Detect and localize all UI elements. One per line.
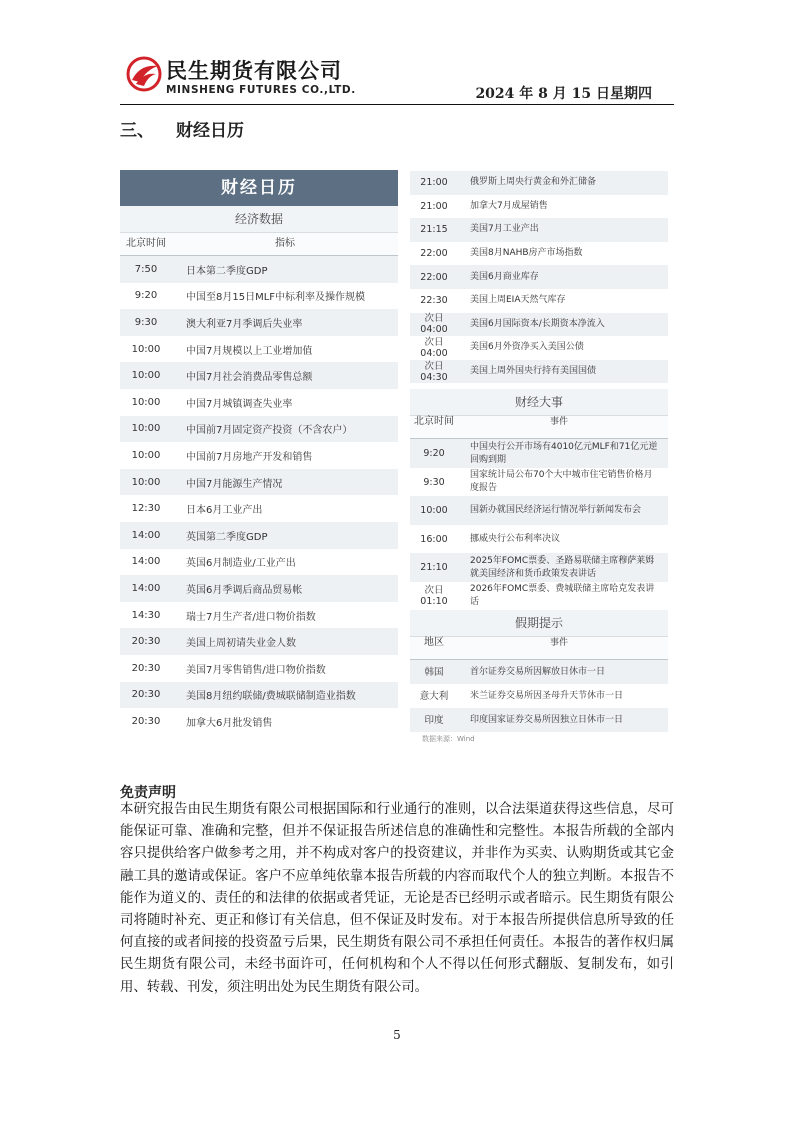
- row-item: 美国上周初请失业金人数: [186, 638, 296, 650]
- row-time: 12:30: [131, 503, 161, 515]
- row-time: 20:30: [131, 689, 161, 701]
- row-time: 16:00: [420, 533, 448, 545]
- row-time: 20:30: [131, 636, 161, 648]
- row-time: 22:00: [420, 271, 448, 283]
- row-time: 21:15: [420, 224, 448, 236]
- table-row: [120, 309, 398, 336]
- row-time: 10:00: [420, 505, 448, 517]
- row-item: 澳大利亚7月季调后失业率: [186, 318, 303, 330]
- table-row: [120, 256, 398, 283]
- row-time: 10:00: [131, 449, 161, 461]
- row-item: 国家统计局公布70个大中城市住宅销售价格月度报告: [470, 470, 653, 494]
- table-row: [410, 336, 668, 360]
- table-row: [120, 336, 398, 363]
- row-item: 瑞士7月生产者/进口物价指数: [186, 611, 316, 623]
- disclaimer-body: 本研究报告由民生期货有限公司根据国际和行业通行的准则，以合法渠道获得这些信息，尽可能保证可靠、准确和完整，但并不保证报告所述信息的准确性和完整性。本报告所载的全部内容只提供给客户做参考之用，并不构成对客户的投资建议，并非作为买卖、认购期货或其它金融工具的邀请或保证。客户不应单纯依靠本报告所载的内容而取代个人的独立判断。本报告不能作为道义的、责任的和法律的依据或者凭证，无论是否已经明示或者暗示。民生期货有限公司将随时补充、更正和修订有关信息，但不保证及时发布。对于本报告所提供信息所导致的任何直接的或者间接的投资盈亏后果，民生期货有限公司不承担任何责任。本报告的著作权归属民生期货有限公司，未经书面许可，任何机构和个人不得以任何形式翻版、复制发布，如引用、转载、刊发，须注明出处为民生期货有限公司。: [120, 802, 674, 995]
- row-item: 2026年FOMC票委、费城联储主席哈克发表讲话: [470, 584, 655, 608]
- row-time: 10:00: [131, 343, 161, 355]
- table-row: [410, 553, 668, 582]
- holidays-title: 假期提示: [410, 610, 668, 636]
- holidays-rows: [410, 660, 668, 732]
- table-row: [120, 708, 398, 735]
- calendar-right-panel: [410, 171, 668, 744]
- row-time: 14:30: [131, 609, 161, 621]
- row-item: 中国7月社会消费品零售总额: [186, 372, 313, 384]
- table-row: [410, 496, 668, 525]
- table-row: [410, 195, 668, 219]
- table-row: [410, 265, 668, 289]
- row-time: 9:20: [134, 290, 158, 302]
- disclaimer-title: 免责声明: [120, 785, 176, 801]
- minsheng-logo-icon: [126, 56, 162, 92]
- row-item: 美国7月零售销售/进口物价指数: [186, 664, 326, 676]
- row-time: 20:30: [131, 662, 161, 674]
- row-item: 美国6月国际资本/长期资本净流入: [470, 318, 605, 329]
- table-row: [410, 171, 668, 195]
- table-row: [120, 416, 398, 443]
- row-item: 米兰证券交易所因圣母升天节休市一日: [470, 690, 624, 701]
- row-item: 中国前7月固定资产投资（不含农户）: [186, 425, 353, 437]
- row-time: 次日 04:30: [420, 360, 448, 383]
- row-item: 中国前7月房地产开发和销售: [186, 451, 313, 463]
- row-item: 美国7月工业产出: [470, 224, 539, 235]
- row-item: 首尔证券交易所因解放日休市一日: [470, 666, 606, 677]
- events-table-header: [410, 415, 668, 439]
- row-item: 国新办就国民经济运行情况举行新闻发布会: [470, 505, 642, 516]
- header-region: 地区: [424, 637, 444, 649]
- economic-data-title: 经济数据: [120, 206, 398, 232]
- row-time: 22:00: [420, 248, 448, 260]
- table-row: [120, 389, 398, 416]
- holidays-table-header: [410, 636, 668, 660]
- row-item: 中国7月能源生产情况: [186, 478, 283, 490]
- page-header: [120, 52, 674, 105]
- row-time: 21:00: [420, 200, 448, 212]
- row-item: 美国6月外资净买入美国公债: [470, 342, 584, 353]
- row-time: 7:50: [134, 263, 158, 275]
- row-time: 22:30: [420, 295, 448, 307]
- table-row: [410, 218, 668, 242]
- row-item: 2025年FOMC票委、圣路易联储主席穆萨莱姆就美国经济和货币政策发表讲话: [470, 555, 655, 579]
- row-item: 中国至8月15日MLF中标利率及操作规模: [186, 292, 366, 304]
- table-row: [120, 682, 398, 709]
- row-time: 次日 04:00: [420, 336, 448, 359]
- row-item: 英国第二季度GDP: [186, 531, 268, 543]
- header-time: 北京时间: [414, 416, 454, 428]
- row-item: 中国7月规模以上工业增加值: [186, 345, 313, 357]
- row-time: 14:00: [131, 556, 161, 568]
- row-time: 10:00: [131, 396, 161, 408]
- row-time: 10:00: [131, 370, 161, 382]
- row-item: 挪威央行公布利率决议: [470, 533, 561, 544]
- economic-rows-right: [410, 171, 668, 383]
- table-row: [410, 242, 668, 266]
- table-row: [410, 313, 668, 337]
- row-region: 意大利: [419, 690, 449, 702]
- row-time: 14:00: [131, 582, 161, 594]
- header-event: 事件: [549, 638, 568, 649]
- table-row: [120, 362, 398, 389]
- header-time: 北京时间: [126, 238, 166, 249]
- row-time: 10:00: [131, 476, 161, 488]
- table-row: [410, 582, 668, 611]
- row-item: 加拿大6月批发销售: [186, 717, 273, 729]
- row-item: 日本6月工业产出: [186, 505, 263, 517]
- row-item: 英国6月季调后商品贸易帐: [186, 584, 303, 596]
- table-row: [120, 522, 398, 549]
- header-event: 事件: [549, 417, 568, 428]
- events-title: 财经大事: [410, 389, 668, 415]
- section-heading: [120, 116, 244, 141]
- report-date: 2024 年 8 月 15 日星期四: [475, 86, 652, 102]
- calendar-left-panel: [120, 170, 398, 735]
- table-row: [120, 549, 398, 576]
- table-row: [120, 655, 398, 682]
- economic-rows-left: [120, 256, 398, 735]
- row-item: 美国上周外国央行持有美国国债: [470, 366, 597, 377]
- table-row: [120, 495, 398, 522]
- table-row: [120, 602, 398, 629]
- row-time: 20:30: [131, 715, 161, 727]
- row-item: 英国6月制造业/工业产出: [186, 558, 296, 570]
- section-number: 三、: [120, 121, 154, 141]
- row-time: 14:00: [131, 529, 161, 541]
- table-row: [410, 525, 668, 554]
- table-row: [120, 575, 398, 602]
- table-row: [410, 684, 668, 708]
- row-region: 印度: [424, 714, 444, 726]
- row-item: 中国央行公开市场有4010亿元MLF和71亿元逆回购到期: [470, 441, 658, 465]
- page-number: 5: [393, 1028, 401, 1042]
- economic-table-header: [120, 232, 398, 256]
- row-item: 美国6月商业库存: [470, 271, 539, 282]
- table-row: [120, 628, 398, 655]
- row-time: 9:20: [423, 448, 445, 460]
- table-row: [410, 439, 668, 468]
- table-row: [120, 283, 398, 310]
- table-row: [410, 708, 668, 732]
- row-item: 日本第二季度GDP: [186, 265, 268, 277]
- section-title: 财经日历: [176, 121, 244, 141]
- row-time: 9:30: [134, 316, 158, 328]
- row-item: 美国8月NAHB房产市场指数: [470, 248, 583, 259]
- events-rows: [410, 439, 668, 610]
- table-row: [120, 469, 398, 496]
- table-row: [410, 660, 668, 684]
- row-region: 韩国: [424, 666, 444, 678]
- table-row: [410, 468, 668, 497]
- table-row: [410, 360, 668, 384]
- row-item: 美国上周EIA天然气库存: [470, 295, 566, 306]
- row-time: 次日 04:00: [420, 313, 448, 336]
- brand-name-en: MINSHENG FUTURES CO.,LTD.: [166, 84, 356, 96]
- row-item: 中国7月城镇调查失业率: [186, 398, 293, 410]
- row-time: 次日 01:10: [420, 585, 448, 608]
- row-item: 美国8月纽约联储/费城联储制造业指数: [186, 691, 356, 703]
- table-row: [120, 442, 398, 469]
- row-time: 21:00: [420, 177, 448, 189]
- row-item: 俄罗斯上周央行黄金和外汇储备: [470, 177, 597, 188]
- data-source: 数据来源：Wind: [422, 735, 475, 744]
- row-item: 加拿大7月成屋销售: [470, 200, 548, 211]
- table-row: [410, 289, 668, 313]
- brand-name-cn: 民生期货有限公司: [166, 59, 342, 83]
- header-indicator: 指标: [275, 238, 295, 249]
- row-time: 21:10: [420, 562, 448, 574]
- row-time: 10:00: [131, 423, 161, 435]
- calendar-title: 财经日历: [120, 170, 398, 206]
- row-item: 印度国家证券交易所因独立日休市一日: [470, 714, 624, 725]
- row-time: 9:30: [423, 476, 445, 488]
